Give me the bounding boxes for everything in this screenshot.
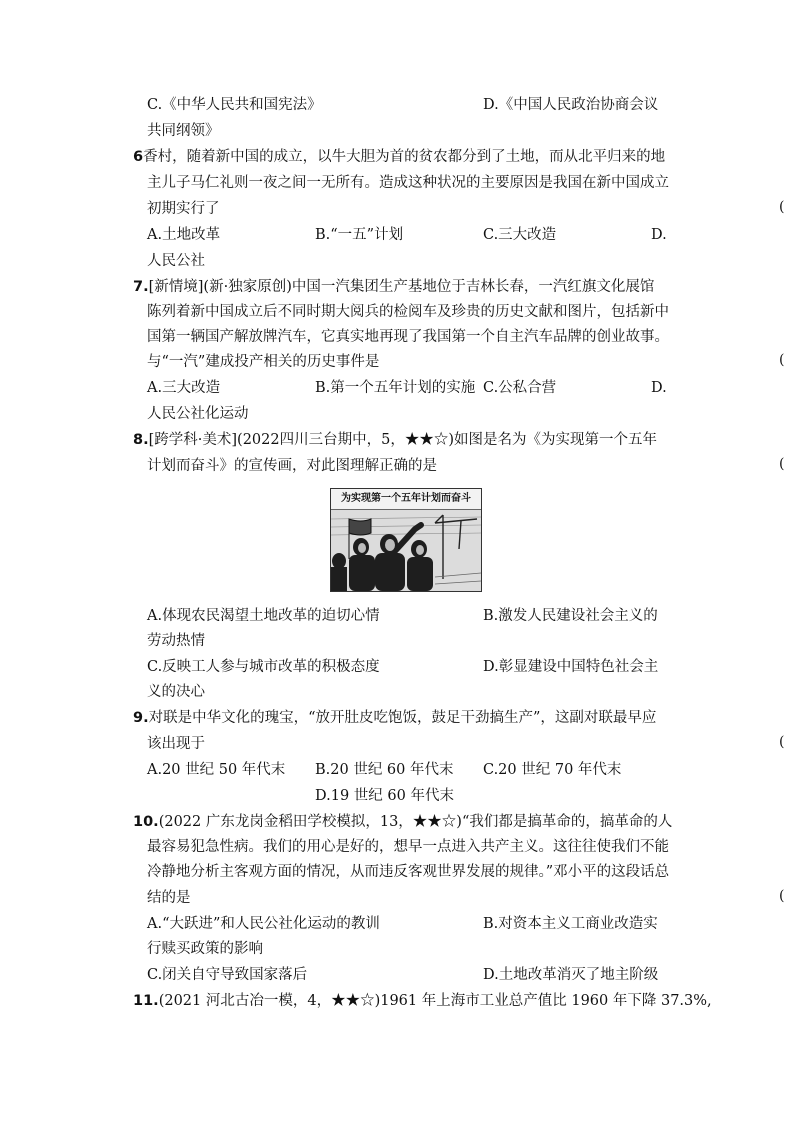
q7-stem-line4: 与“一汽”建成投产相关的历史事件是 (147, 354, 380, 370)
q6-stem-line3: 初期实行了 (147, 201, 220, 217)
q9-option-d: D.19 世纪 60 年代末 (315, 788, 454, 804)
q7-stem-line3: 国第一辆国产解放牌汽车，它真实地再现了我国第一个自主汽车品牌的创业故事。 (147, 329, 669, 345)
q7-option-c: C.公私合营 (483, 380, 557, 396)
q10-option-b-continued: 行赎买政策的影响 (147, 941, 263, 957)
q10-stem-line1: 10.(2022 广东龙岗金稻田学校模拟，13，★★☆)“我们都是搞革命的，搞革命的人 (133, 814, 673, 830)
q8-stem-line1: 8.[跨学科·美术](2022四川三台期中，5，★★☆)如图是名为《为实现第一个五年 (133, 432, 657, 448)
q8-option-b-continued: 劳动热情 (147, 633, 205, 649)
q6-option-b: B.“一五”计划 (315, 227, 404, 243)
q6-number: 6 (133, 149, 144, 165)
q8-answer-bracket: ( (779, 456, 785, 472)
q9-answer-bracket: ( (779, 734, 785, 750)
q9-stem-line1: 9.对联是中华文化的瑰宝，“放开肚皮吃饱饭，鼓足干劲搞生产”，这副对联最早应 (133, 710, 657, 726)
q7-answer-bracket: ( (779, 352, 785, 368)
q9-number: 9. (133, 710, 149, 726)
q9-option-b: B.20 世纪 60 年代末 (315, 762, 454, 778)
q6-option-d-text: 人民公社 (147, 253, 205, 269)
q8-number: 8. (133, 432, 149, 448)
q5-option-d: D.《中国人民政治协商会议 (483, 97, 659, 113)
q10-stem-line4: 结的是 (147, 890, 191, 906)
poster-banner-text: 为实现第一个五年计划而奋斗 (331, 489, 481, 510)
q10-option-b: B.对资本主义工商业改造实 (483, 916, 658, 932)
q6-option-d: D. (651, 227, 667, 243)
q6-stem-line1: 6香村，随着新中国的成立，以牛大胆为首的贫农都分到了土地，而从北平归来的地 (133, 149, 666, 165)
q7-stem-line1: 7.[新情境](新·独家原创)中国一汽集团生产基地位于吉林长春，一汽红旗文化展馆 (133, 279, 655, 295)
q8-option-b: B.激发人民建设社会主义的 (483, 608, 658, 624)
q7-number: 7. (133, 279, 149, 295)
q10-option-d: D.土地改革消灭了地主阶级 (483, 967, 659, 983)
q10-option-a: A.“大跃进”和人民公社化运动的教训 (147, 916, 380, 932)
q9-stem-line2: 该出现于 (147, 736, 205, 752)
q9-option-c: C.20 世纪 70 年代末 (483, 762, 622, 778)
q5-option-d-continued: 共同纲领》 (147, 123, 220, 139)
q6-stem-line2: 主儿子马仁礼则一夜之间一无所有。造成这种状况的主要原因是我国在新中国成立 (147, 175, 669, 191)
q6-answer-bracket: ( (779, 199, 785, 215)
q8-option-a: A.体现农民渴望土地改革的迫切心情 (147, 608, 380, 624)
q10-stem-line2: 最容易犯急性病。我们的用心是好的，想早一点进入共产主义。这往往使我们不能 (147, 839, 669, 855)
q8-option-d: D.彰显建设中国特色社会主 (483, 659, 659, 675)
q6-option-c: C.三大改造 (483, 227, 557, 243)
q11-number: 11. (133, 993, 159, 1009)
q7-stem-line2: 陈列着新中国成立后不同时期大阅兵的检阅车及珍贵的历史文献和图片，包括新中 (147, 304, 669, 320)
q7-option-b: B.第一个五年计划的实施 (315, 380, 476, 396)
q10-stem-line3: 冷静地分析主客观方面的情况，从而违反客观世界发展的规律。”邓小平的这段话总 (147, 864, 670, 880)
poster-illustration (331, 489, 481, 591)
q7-option-a: A.三大改造 (147, 380, 221, 396)
q8-option-c: C.反映工人参与城市改革的积极态度 (147, 659, 380, 675)
q10-number: 10. (133, 814, 159, 830)
q7-option-d-text: 人民公社化运动 (147, 406, 249, 422)
q11-stem-line1: 11.(2021 河北古冶一模，4，★★☆)1961 年上海市工业总产值比 1960 年下降 37.3%, (133, 993, 712, 1009)
q7-option-d: D. (651, 380, 667, 396)
q8-option-d-continued: 义的决心 (147, 684, 205, 700)
q10-option-c: C.闭关自守导致国家落后 (147, 967, 308, 983)
q6-option-a: A.土地改革 (147, 227, 221, 243)
q9-option-a: A.20 世纪 50 年代末 (147, 762, 286, 778)
q5-option-c: C.《中华人民共和国宪法》 (147, 97, 322, 113)
q10-answer-bracket: ( (779, 888, 785, 904)
propaganda-poster-image (330, 488, 482, 592)
q8-stem-line2: 计划而奋斗》的宣传画，对此图理解正确的是 (147, 458, 437, 474)
